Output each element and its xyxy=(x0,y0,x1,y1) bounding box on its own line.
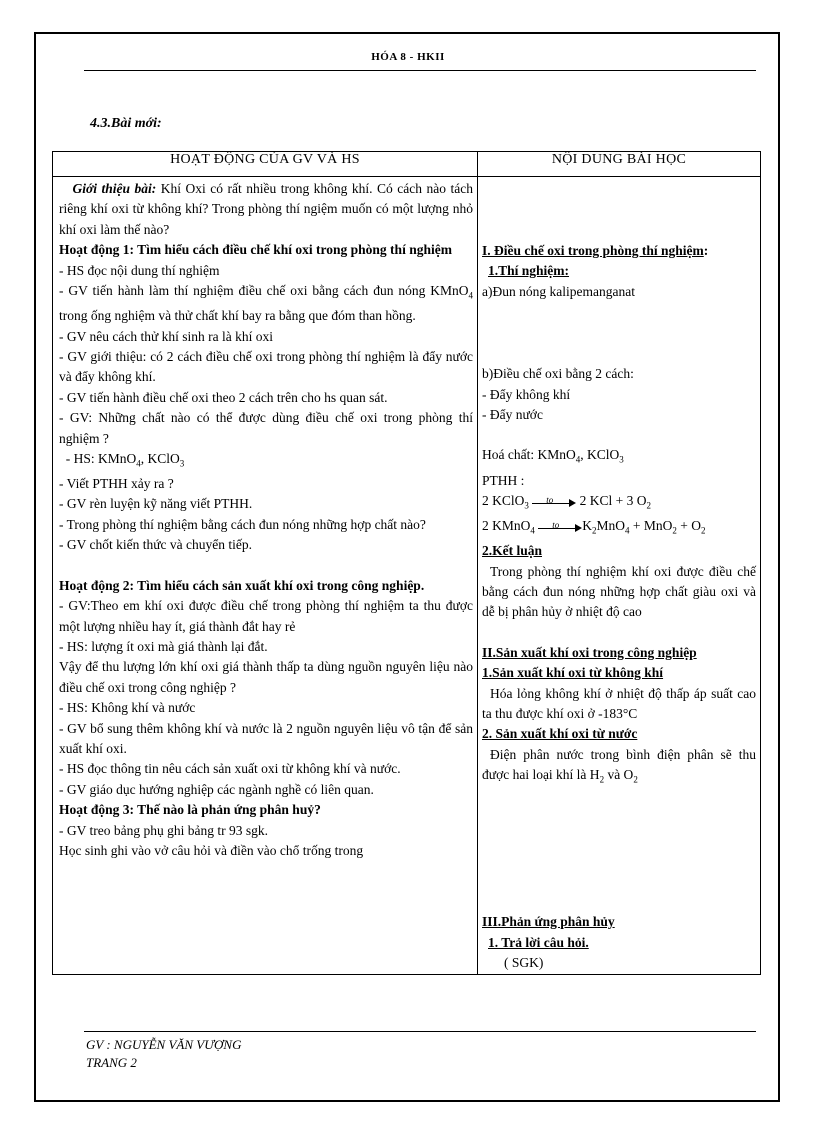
content-cell xyxy=(478,177,761,975)
col-header-activities: HOẠT ĐỘNG CỦA GV VÀ HS xyxy=(53,152,478,177)
conclusion-text: Trong phòng thí nghiệm khí oxi được điều chế bằng cách đun nóng những hợp chất giàu oxi và dễ bị phân hủy ở nhiệt độ cao xyxy=(482,563,756,620)
page-header-title: HÓA 8 - HKII xyxy=(371,51,445,63)
act1-line: - GV: Những chất nào có thể được dùng điều chế oxi trong phòng thí nghiệm ? xyxy=(59,410,473,446)
activity-2-title: Hoạt động 2: Tìm hiểu cách sản xuất khí oxi trong công nghiệp. xyxy=(59,577,425,593)
section-3-heading: III.Phản ứng phân hủy xyxy=(482,914,615,930)
table-header-row xyxy=(53,152,761,177)
subsection-from-water: 2. Sản xuất khí oxi từ nước xyxy=(482,726,638,742)
act2-line: - HS: lượng ít oxi mà giá thành lại đắt. xyxy=(59,638,268,654)
subsection-answer: 1. Trả lời câu hỏi. xyxy=(488,934,589,950)
act1-line: - HS đọc nội dung thí nghiệm xyxy=(59,262,220,278)
act1-line: - Trong phòng thí nghiệm bằng cách đun nóng những hợp chất nào? xyxy=(59,516,426,532)
act1-line: - GV nêu cách thử khí sinh ra là khí oxi xyxy=(59,328,274,344)
footer-teacher: GV : NGUYỄN VĂN VƯỢNG xyxy=(86,1037,242,1052)
act2-line: - GV bổ sung thêm không khí và nước là 2 nguồn nguyên liệu vô tận để sản xuất khí oxi. xyxy=(59,720,473,756)
from-air-text: Hóa lỏng không khí ở nhiệt độ thấp áp suất cao ta thu được khí oxi ở -183°C xyxy=(482,685,756,721)
intro-label: Giới thiệu bài: xyxy=(72,181,157,196)
equation-1: 2 KClO$_3$ to 2 KCl + 3 $O_2$ xyxy=(482,492,652,511)
item-a: a)Đun nóng kalipemanganat xyxy=(482,283,635,299)
header-rule xyxy=(84,70,756,71)
act1-line: - GV tiến hành làm thí nghiệm điều chế oxi bằng cách đun nóng KMnO$_4$ trong ống nghiệm và thử chất khí bay ra bằng que đóm than hồng. xyxy=(59,283,473,324)
section-1-heading: I. Điều chế oxi trong phòng thí nghiệm: xyxy=(482,243,709,258)
from-water-text: Điện phân nước trong bình điện phân sẽ thu được hai loại khí là $H_2$ và $O_2$ xyxy=(482,746,756,785)
act3-line: - GV treo bảng phụ ghi bảng tr 93 sgk. xyxy=(59,822,268,838)
pthh-label: PTHH : xyxy=(482,472,525,488)
activities-cell xyxy=(53,177,478,975)
subsection-experiment: 1.Thí nghiệm: xyxy=(488,263,570,279)
method-water: - Đẩy nước xyxy=(482,407,543,423)
subsection-from-air: 1.Sản xuất khí oxi từ không khí xyxy=(482,665,664,681)
footer-page: TRANG 2 xyxy=(86,1055,137,1070)
equation-2: 2 KMnO$_4$ to $K_2MnO_4 + MnO_2 + O_2$ xyxy=(482,518,706,536)
activity-1-title: Hoạt động 1: Tìm hiểu cách điều chế khí oxi trong phòng thí nghiệm xyxy=(59,242,452,258)
lesson-table xyxy=(52,151,761,975)
chemicals-line: Hoá chất: KMnO$_4$, KClO$_3$ xyxy=(482,447,624,466)
act2-line: - HS: Không khí và nước xyxy=(59,700,196,716)
method-air: - Đẩy không khí xyxy=(482,386,571,402)
act1-line: - GV chốt kiến thức và chuyển tiếp. xyxy=(59,537,253,553)
act1-line: - HS: KMnO$_4$, KClO$_3$ xyxy=(59,450,185,469)
act2-line: Vậy để thu lượng lớn khí oxi giá thành thấp ta dùng nguồn nguyên liệu nào điều chế oxi trong công nghiệp ? xyxy=(59,659,473,695)
act2-line: - GV:Theo em khí oxi được điều chế trong phòng thí nghiệm ta thu được một lượng nhiều hay ít, giá thành đắt hay rẻ xyxy=(59,598,473,634)
intro-text: Khí Oxi có rất nhiều trong không khí. Có cách nào tách riêng khí oxi từ không khí? Trong phòng thí ngiệm muốn có một lượng nhỏ khí oxi làm thế nào? xyxy=(59,181,473,237)
table-body-row xyxy=(53,177,761,975)
intro-paragraph xyxy=(59,179,473,240)
col-header-content: NỘI DUNG BÀI HỌC xyxy=(478,152,761,177)
subsection-conclusion: 2.Kết luận xyxy=(482,543,543,559)
section-2-heading: II.Sản xuất khí oxi trong công nghiệp xyxy=(482,644,697,660)
act2-line: - HS đọc thông tin nêu cách sản xuất oxi từ không khí và nước. xyxy=(59,761,401,777)
act2-line: - GV giáo dục hướng nghiệp các ngành nghề có liên quan. xyxy=(59,781,374,797)
act1-line: - GV tiến hành điều chế oxi theo 2 cách trên cho hs quan sát. xyxy=(59,389,388,405)
section-title: 4.3.Bài mới: xyxy=(90,116,162,131)
item-b: b)Điều chế oxi bằng 2 cách: xyxy=(482,366,634,382)
act1-line: - Viết PTHH xảy ra ? xyxy=(59,476,174,492)
act3-line: Học sinh ghi vào vở câu hỏi và điền vào chổ trống trong xyxy=(59,842,364,858)
act1-line: - GV giới thiệu: có 2 cách điều chế oxi trong phòng thí nghiệm là đẩy nước và đẩy không khí. xyxy=(59,348,473,385)
sgk-note: ( SGK) xyxy=(504,955,544,971)
activity-3-title: Hoạt động 3: Thế nào là phản ứng phân huỷ? xyxy=(59,802,321,818)
act1-line: - GV rèn luyện kỹ năng viết PTHH. xyxy=(59,496,253,512)
footer-rule xyxy=(84,1031,756,1032)
